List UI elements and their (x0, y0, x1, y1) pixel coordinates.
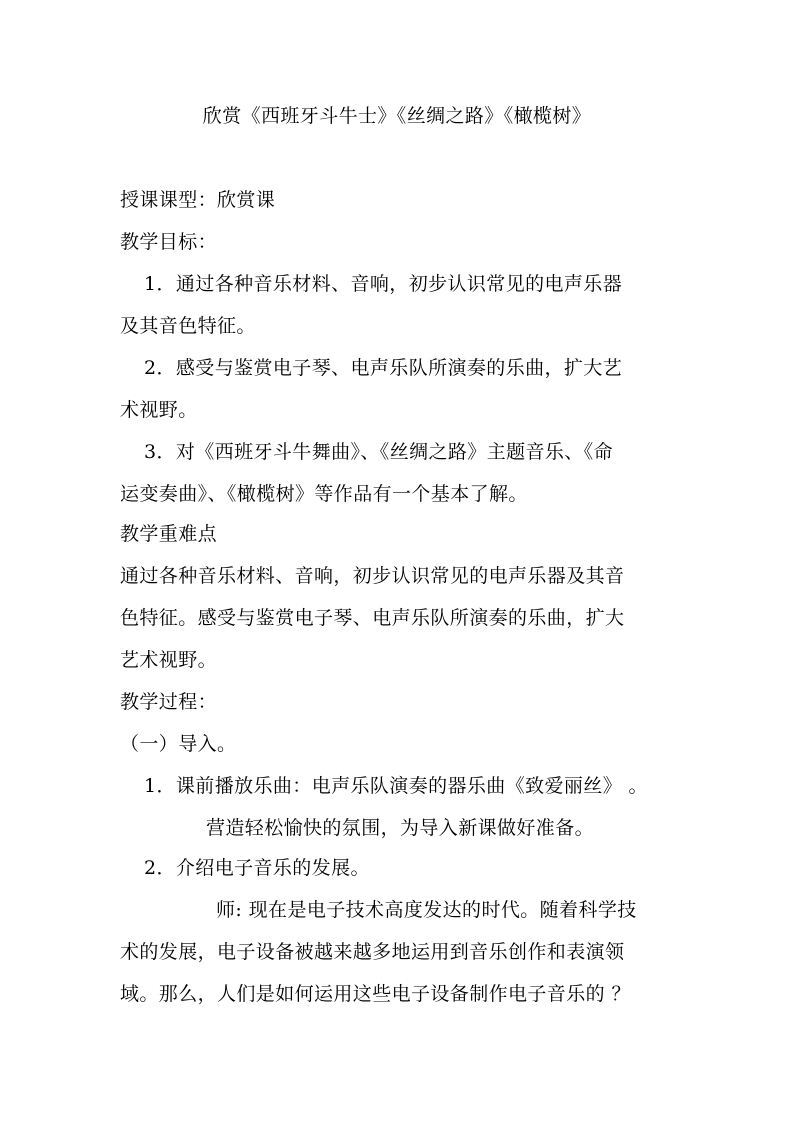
goal-2-line-2: 术视野。 (120, 399, 198, 421)
key-points-line-2: 色特征。感受与鉴赏电子琴、电声乐队所演奏的乐曲，扩大 (120, 607, 625, 629)
step-1-note: 营造轻松愉快的氛围，为导入新课做好准备。 (206, 817, 595, 839)
goal-3-line-2: 运变奏曲》、《橄榄树》等作品有一个基本了解。 (120, 483, 528, 505)
key-points-heading: 教学重难点 (120, 523, 218, 545)
key-points-line-3: 艺术视野。 (120, 649, 218, 671)
document-title: 欣赏《西班牙斗牛士》《丝绸之路》《橄榄树》 (202, 105, 592, 127)
teacher-speech-line-1: 师: 现在是电子技术高度发达的时代。随着科学技 (216, 899, 637, 921)
course-type-line: 授课课型：欣赏课 (120, 189, 276, 211)
goal-1-line-1: 1．通过各种音乐材料、音响，初步认识常见的电声乐器 (144, 273, 623, 295)
goal-3-line-1: 3．对《西班牙斗牛舞曲》、《丝绸之路》主题音乐、《命 (144, 441, 613, 463)
step-1-line: 1．课前播放乐曲：电声乐队演奏的器乐曲《致爱丽丝》 。 (144, 775, 648, 797)
teacher-speech-line-3: 域。那么，人们是如何运用这些电子设备制作电子音乐的 ？ (120, 983, 631, 1005)
teacher-speech-line-2: 术的发展，电子设备被越来越多地运用到音乐创作和表演领 (120, 941, 625, 963)
goal-2-line-1: 2．感受与鉴赏电子琴、电声乐队所演奏的乐曲，扩大艺 (144, 357, 623, 379)
goal-1-line-2: 及其音色特征。 (120, 315, 256, 337)
intro-section-heading: （一）导入。 (120, 733, 237, 755)
process-heading: 教学过程： (120, 691, 218, 713)
teaching-goals-heading: 教学目标： (120, 231, 218, 253)
key-points-line-1: 通过各种音乐材料、音响，初步认识常见的电声乐器及其音 (120, 565, 625, 587)
step-2-line: 2．介绍电子音乐的发展。 (144, 857, 370, 879)
